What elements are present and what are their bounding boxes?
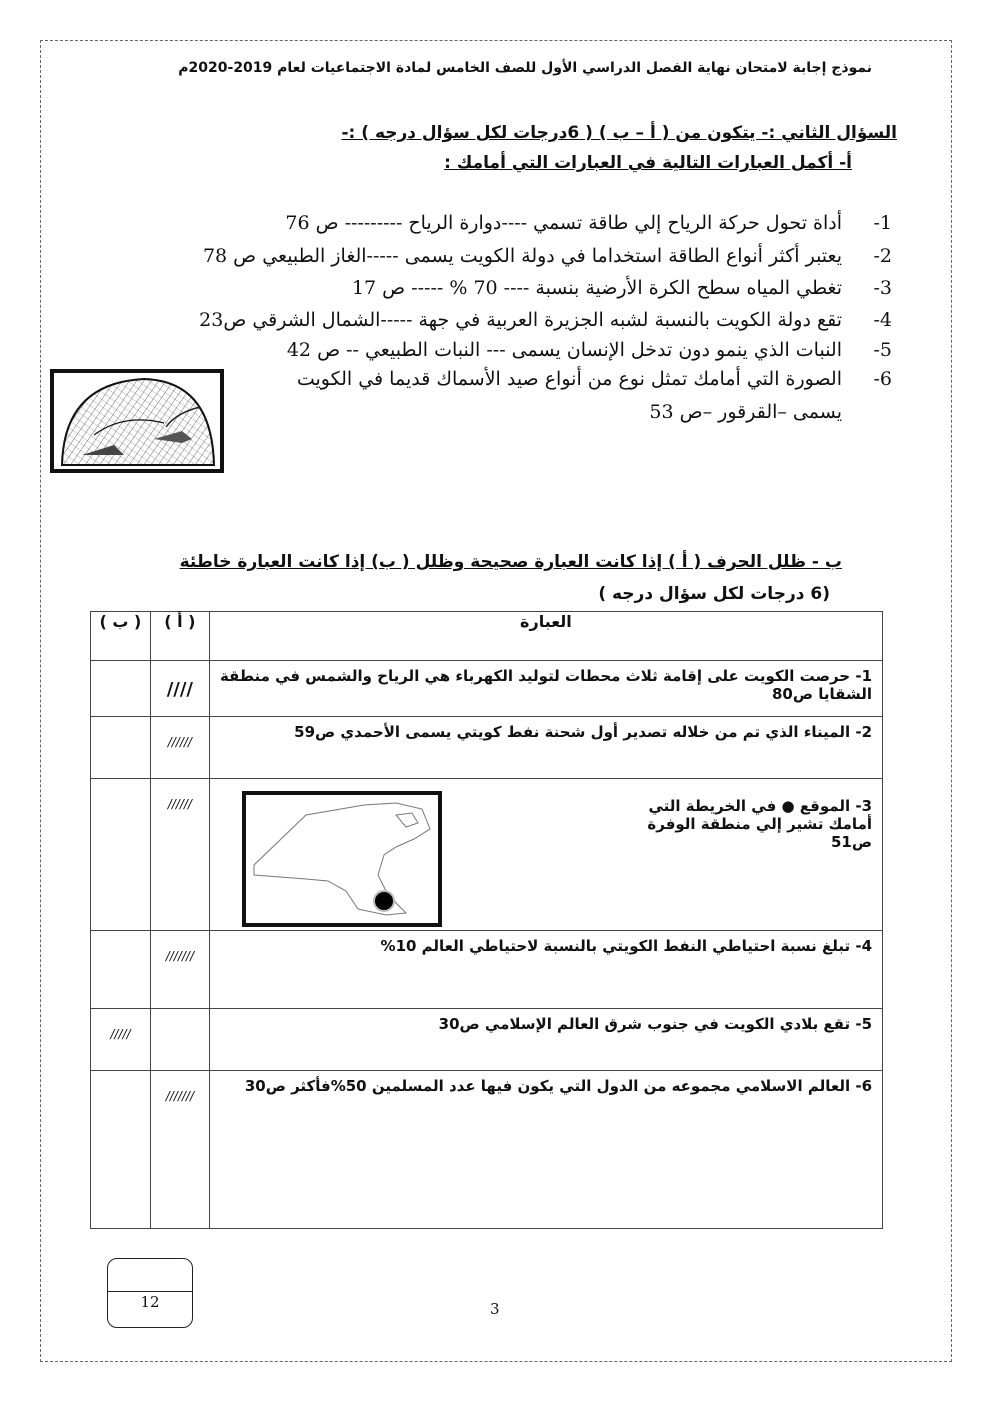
fill-item-number: 6- bbox=[873, 368, 892, 390]
answer-b-cell[interactable] bbox=[91, 931, 151, 1009]
answer-b-cell[interactable] bbox=[91, 1071, 151, 1229]
kuwait-map bbox=[242, 791, 442, 927]
part-a-title: أ- أكمل العبارات التالية في العبارات التي أمامك : bbox=[444, 153, 852, 173]
statement-cell: 6- العالم الاسلامي مجموعه من الدول التي يكون فيها عدد المسلمين 50%فأكثر ص30 bbox=[209, 1071, 882, 1229]
fish-trap-drawing bbox=[54, 373, 220, 469]
statement-cell: 1- حرصت الكويت على إقامة ثلاث محطات لتوليد الكهرباء هي الرياح والشمس في منطقة الشقايا ص80 bbox=[209, 661, 882, 717]
table-header-row bbox=[91, 612, 883, 661]
fill-item-number: 3- bbox=[873, 277, 892, 299]
fill-item-number: 5- bbox=[873, 339, 892, 361]
answer-a-cell[interactable]: //// bbox=[150, 661, 209, 717]
answer-a-cell[interactable]: ////// bbox=[150, 779, 209, 931]
fill-item-text: يسمى –القرقور –ص 53 bbox=[649, 401, 842, 423]
fill-item-text: تغطي المياه سطح الكرة الأرضية بنسبة ---- 70 % ----- ص 17 bbox=[351, 277, 842, 299]
exam-header: نموذج إجابة لامتحان نهاية الفصل الدراسي الأول للصف الخامس لمادة الاجتماعيات لعام 2019-2020م bbox=[178, 60, 872, 76]
answer-a-cell[interactable]: /////// bbox=[150, 1071, 209, 1229]
fill-item-number: 1- bbox=[873, 212, 892, 234]
fill-item-text: الصورة التي أمامك تمثل نوع من أنواع صيد الأسماك قديما في الكويت bbox=[296, 368, 842, 390]
answer-b-cell[interactable] bbox=[91, 779, 151, 931]
fill-item-number: 2- bbox=[873, 245, 892, 267]
question-2-title: السؤال الثاني :- يتكون من ( أ – ب ) ( 6درجات لكل سؤال درجه ) :- bbox=[341, 123, 897, 143]
statement-cell: 2- الميناء الذي تم من خلاله تصدير أول شحنة نفط كويتي يسمى الأحمدي ص59 bbox=[209, 717, 882, 779]
statement-text: 3- الموقع ● في الخريطة التي أمامك تشير إلي منطقة الوفرة ص51 bbox=[647, 797, 872, 851]
true-false-table bbox=[90, 611, 883, 1229]
score-value: 12 bbox=[140, 1293, 160, 1311]
fill-item-text: تقع دولة الكويت بالنسبة لشبه الجزيرة العربية في جهة -----الشمال الشرقي ص23 bbox=[199, 309, 842, 331]
table-row bbox=[91, 1009, 883, 1071]
score-divider bbox=[108, 1291, 192, 1292]
table-row bbox=[91, 1071, 883, 1229]
part-b-subtitle: (6 درجات لكل سؤال درجه ) bbox=[598, 584, 830, 604]
page-number: 3 bbox=[490, 1300, 500, 1318]
fill-item-text: يعتبر أكثر أنواع الطاقة استخداما في دولة الكويت يسمى -----الغاز الطبيعي ص 78 bbox=[202, 245, 842, 267]
answer-b-cell[interactable] bbox=[91, 661, 151, 717]
answer-a-cell[interactable]: ////// bbox=[150, 717, 209, 779]
answer-a-cell[interactable]: /////// bbox=[150, 931, 209, 1009]
answer-b-cell[interactable] bbox=[91, 717, 151, 779]
score-box bbox=[107, 1258, 193, 1328]
column-header-b: ( ب ) bbox=[91, 612, 151, 661]
answer-b-cell[interactable]: ///// bbox=[91, 1009, 151, 1071]
table-row bbox=[91, 717, 883, 779]
statement-cell-with-map bbox=[209, 779, 882, 931]
statement-cell: 4- تبلغ نسبة احتياطي النفط الكويتي بالنسبة لاحتياطي العالم 10% bbox=[209, 931, 882, 1009]
part-b-title: ب - ظلل الحرف ( أ ) إذا كانت العبارة صحيحة وظلل ( ب) إذا كانت العبارة خاطئة bbox=[179, 552, 842, 572]
column-header-statement: العبارة bbox=[209, 612, 882, 661]
column-header-a: ( أ ) bbox=[150, 612, 209, 661]
statement-cell: 5- تقع بلادي الكويت في جنوب شرق العالم الإسلامي ص30 bbox=[209, 1009, 882, 1071]
kuwait-map-drawing bbox=[246, 795, 438, 923]
fill-item-text: أداة تحول حركة الرياح إلي طاقة تسمي ----دوارة الرياح --------- ص 76 bbox=[285, 212, 842, 234]
fill-item-text: النبات الذي ينمو دون تدخل الإنسان يسمى --- النبات الطبيعي -- ص 42 bbox=[286, 339, 842, 361]
answer-a-cell[interactable] bbox=[150, 1009, 209, 1071]
table-row bbox=[91, 931, 883, 1009]
table-row bbox=[91, 661, 883, 717]
fill-item-number: 4- bbox=[873, 309, 892, 331]
table-row bbox=[91, 779, 883, 931]
fish-trap-image bbox=[50, 369, 224, 473]
